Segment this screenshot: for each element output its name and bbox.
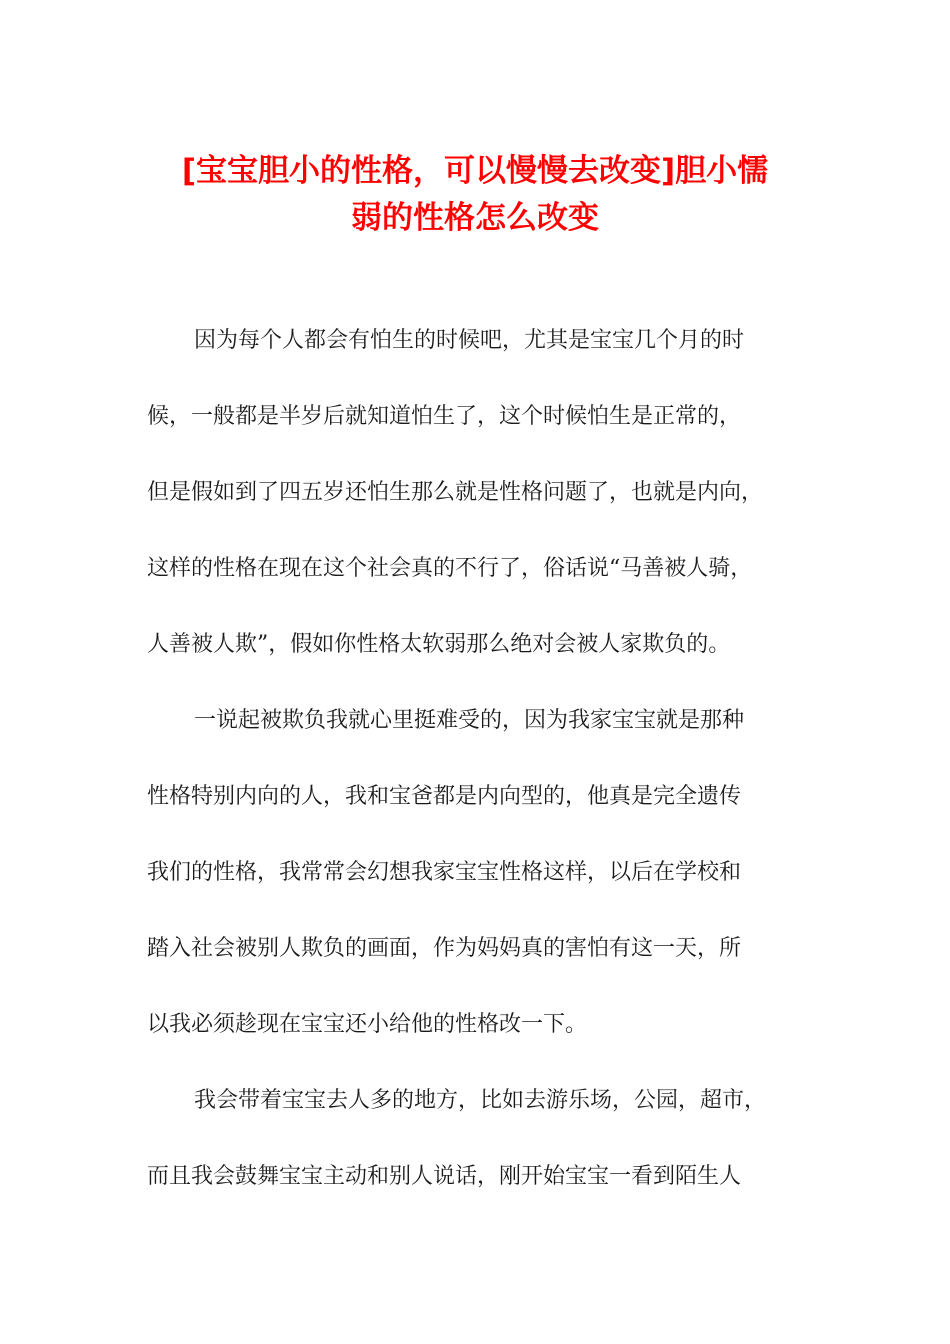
paragraph-2-line-4: 踏入社会被别人欺负的画面，作为妈妈真的害怕有这一天，所	[147, 936, 742, 961]
paragraph-3-line-1: 我会带着宝宝去人多的地方，比如去游乐场，公园，超市，	[194, 1088, 767, 1113]
paragraph-1-line-3: 但是假如到了四五岁还怕生那么就是性格问题了，也就是内向，	[147, 480, 764, 505]
paragraph-1-line-5: 人善被人欺”，假如你性格太软弱那么绝对会被人家欺负的。	[147, 632, 731, 657]
paragraph-2-line-5: 以我必须趁现在宝宝还小给他的性格改一下。	[147, 1012, 588, 1037]
paragraph-1-line-4: 这样的性格在现在这个社会真的不行了，俗话说“马善被人骑，	[147, 556, 753, 581]
paragraph-2-line-3: 我们的性格，我常常会幻想我家宝宝性格这样，以后在学校和	[147, 860, 742, 885]
paragraph-1-line-1: 因为每个人都会有怕生的时候吧，尤其是宝宝几个月的时	[194, 328, 745, 353]
document-title	[0, 148, 950, 242]
paragraph-1-line-2: 候，一般都是半岁后就知道怕生了，这个时候怕生是正常的，	[147, 404, 742, 429]
paragraph-2-line-1: 一说起被欺负我就心里挺难受的，因为我家宝宝就是那种	[194, 708, 745, 733]
paragraph-3-line-2: 而且我会鼓舞宝宝主动和别人说话，刚开始宝宝一看到陌生人	[147, 1164, 742, 1189]
title-line-1: [宝宝胆小的性格，可以慢慢去改变]胆小懦	[181, 153, 769, 189]
paragraph-2-line-2: 性格特别内向的人，我和宝爸都是内向型的，他真是完全遗传	[147, 784, 742, 809]
title-line-2: 弱的性格怎么改变	[351, 200, 599, 236]
